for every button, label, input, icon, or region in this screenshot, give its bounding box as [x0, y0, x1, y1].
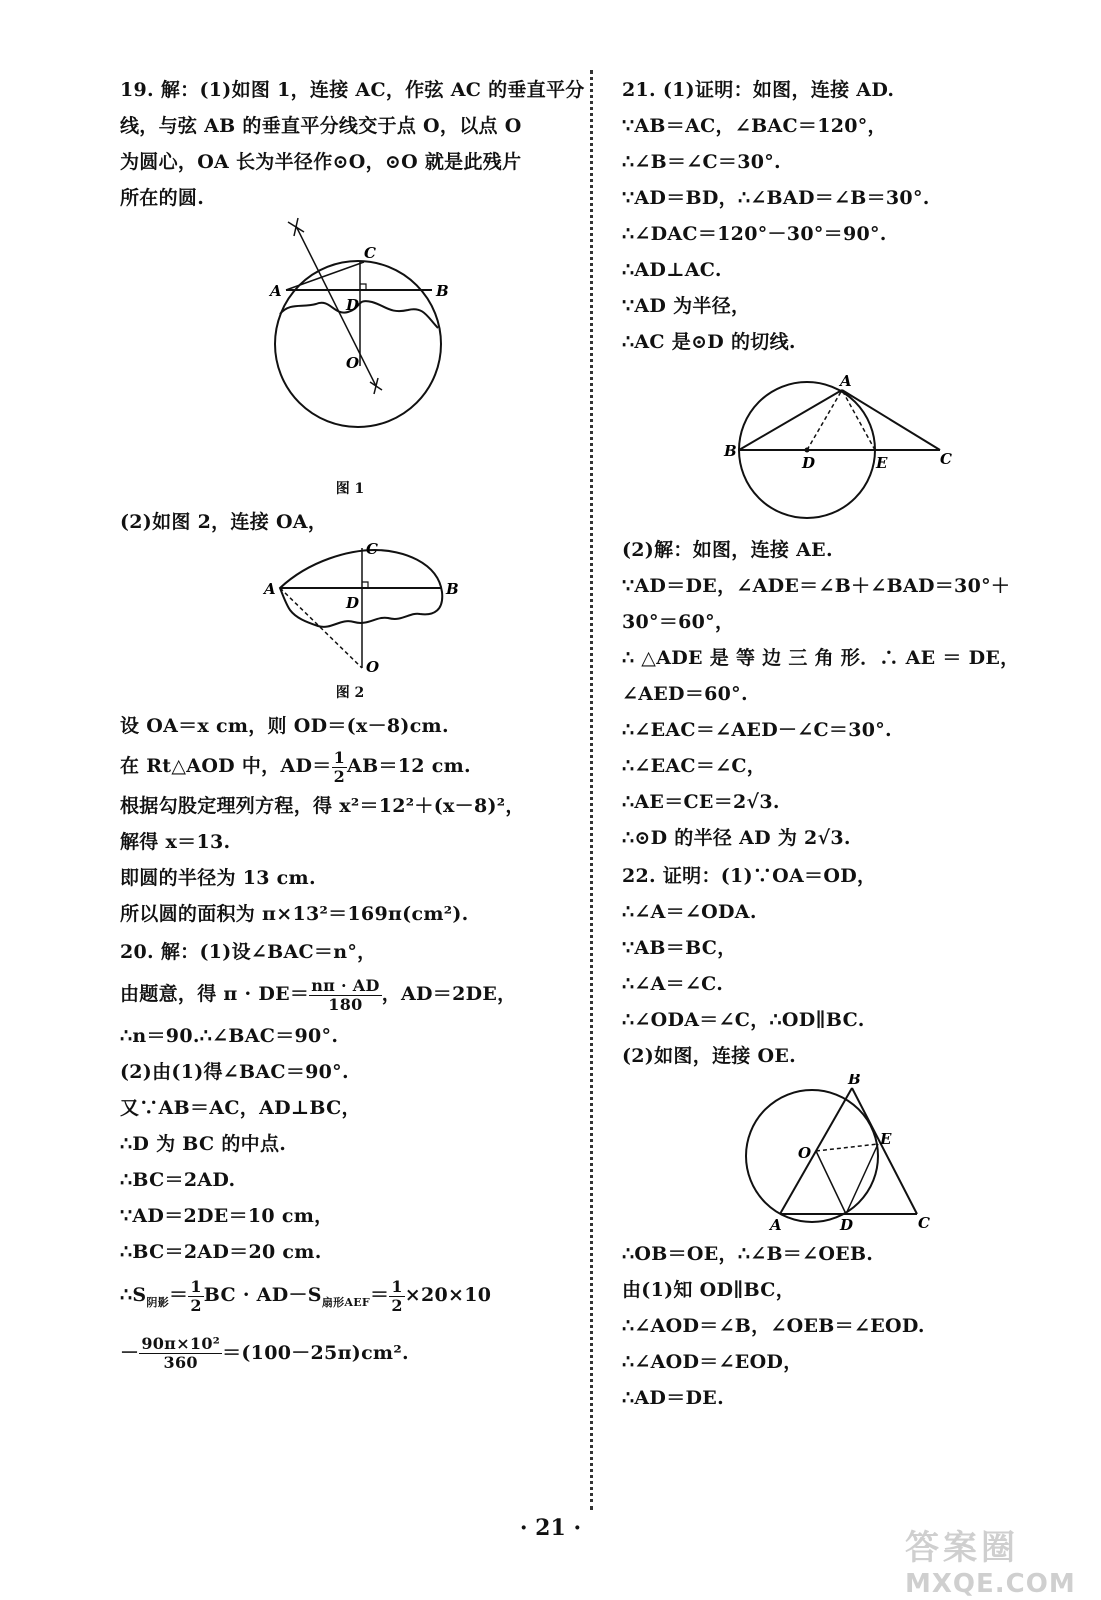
text-line: ∴∠EAC＝∠C， [622, 755, 767, 777]
label-c: C [364, 244, 376, 262]
text-line: ∴⊙D 的半径 AD 为 2√3. [622, 827, 851, 849]
text-line: 30°＝60°， [622, 611, 735, 633]
figure-2-caption: 图 2 [335, 685, 365, 701]
page-number: · 21 · [519, 1515, 582, 1541]
text-line: ∴∠AOD＝∠EOD， [622, 1351, 803, 1373]
text-line: ∴∠AOD＝∠B，∠OEB＝∠EOD. [622, 1315, 925, 1337]
subscript: 阴影 [146, 1295, 170, 1309]
subscript: 扇形AEF [321, 1295, 371, 1309]
text-line: ∴AC 是⊙D 的切线. [622, 331, 796, 353]
text-line: ∴∠EAC＝∠AED－∠C＝30°. [622, 719, 892, 741]
label-a: A [770, 1216, 782, 1234]
numerator: 1 [333, 747, 346, 767]
segment-bc [852, 1088, 917, 1214]
text-line [120, 970, 580, 1018]
text-line: ∵AD 为半径， [622, 295, 751, 317]
text-line: 22. 证明：(1)∵OA＝OD， [622, 865, 877, 887]
question-22 [622, 858, 1067, 1074]
label-a: A [840, 372, 852, 390]
text-segment: BC · AD－S [203, 1284, 322, 1306]
text-line: ∵AB＝BC， [622, 937, 737, 959]
circle [275, 261, 441, 427]
watermark-url: MXQE.COM [905, 1569, 1076, 1599]
fraction-half [332, 749, 347, 786]
question-21-part-2 [622, 532, 1067, 856]
fraction [139, 1335, 222, 1372]
label-b: B [446, 580, 459, 598]
text-line: 设 OA＝x cm，则 OD＝(x－8)cm. [120, 715, 449, 737]
denominator: 360 [163, 1353, 198, 1373]
figure-4 [622, 1074, 1067, 1234]
text-line: 又∵AB＝AC，AD⊥BC， [120, 1097, 361, 1119]
text-line: (2)解：如图，连接 AE. [622, 539, 833, 561]
label-e: E [880, 1130, 892, 1148]
text-line: 为圆心，OA 长为半径作⊙O，⊙O 就是此残片 [120, 151, 522, 173]
label-e: E [876, 454, 888, 472]
text-segment: ＝ [370, 1284, 390, 1306]
text-line: ∴∠A＝∠C. [622, 973, 724, 995]
denominator: 180 [328, 994, 363, 1014]
label-o: O [346, 354, 360, 372]
text-line: ∴∠DAC＝120°－30°＝90°. [622, 223, 887, 245]
label-d: D [346, 296, 360, 314]
text-line [120, 1328, 580, 1378]
question-22-part-2 [622, 1236, 1067, 1416]
label-d: D [346, 594, 360, 612]
segment-ad [807, 390, 842, 450]
figure-2 [120, 540, 580, 680]
denominator: 2 [391, 1295, 403, 1315]
left-column [120, 70, 585, 1378]
text-line: ∵AB＝AC，∠BAC＝120°， [622, 115, 887, 137]
question-21-part-1 [622, 72, 1067, 360]
text-line: ∴AD⊥AC. [622, 259, 722, 281]
segment-ac [842, 390, 940, 450]
numerator: 1 [190, 1276, 202, 1296]
text-line: 解得 x＝13. [120, 831, 231, 853]
text-line: 所以圆的面积为 π×13²＝169π(cm²). [120, 903, 469, 925]
text-line: ∴D 为 BC 的中点. [120, 1133, 287, 1155]
text-line: 19. 解：(1)如图 1，连接 AC，作弦 AC 的垂直平分 [120, 79, 585, 101]
label-c: C [940, 450, 952, 468]
numerator: 90π×10² [141, 1334, 221, 1354]
label-a: A [270, 282, 282, 300]
fraction [309, 977, 381, 1014]
text-line: ∴BC＝2AD＝20 cm. [120, 1241, 322, 1263]
text-line: 线，与弦 AB 的垂直平分线交于点 O，以点 O [120, 115, 522, 137]
text-line: ∠AED＝60°. [622, 683, 748, 705]
text-segment: ∴S [120, 1284, 147, 1306]
text-line: 20. 解：(1)设∠BAC＝n°， [120, 941, 377, 963]
watermark [905, 1520, 1080, 1599]
label-b: B [436, 282, 449, 300]
column-divider [590, 70, 593, 1510]
chord-ac [286, 262, 364, 290]
figure-3 [622, 360, 1067, 530]
text-line: ∴∠A＝∠ODA. [622, 901, 757, 923]
text-segment: ，AD＝2DE， [381, 983, 517, 1005]
text-line: ∴n＝90.∴∠BAC＝90°. [120, 1025, 339, 1047]
question-19 [120, 72, 585, 216]
label-d: D [802, 454, 816, 472]
label-o: O [798, 1144, 812, 1162]
text-line: ∴BC＝2AD. [120, 1169, 236, 1191]
figure-1 [120, 216, 580, 476]
text-line: ∴OB＝OE，∴∠B＝∠OEB. [622, 1243, 874, 1265]
text-line: ∴AE＝CE＝2√3. [622, 791, 780, 813]
text-line: ∴AD＝DE. [622, 1387, 724, 1409]
text-line: ∵AD＝BD，∴∠BAD＝∠B＝30°. [622, 187, 930, 209]
question-19-part-2 [120, 708, 580, 932]
label-c: C [366, 540, 378, 558]
right-column [622, 70, 1067, 1416]
segment-od [816, 1151, 846, 1214]
text-line: ∴∠ODA＝∠C，∴OD∥BC. [622, 1009, 865, 1031]
numerator: nπ · AD [311, 975, 380, 995]
center-point [805, 448, 810, 453]
text-line: ∵AD＝2DE＝10 cm， [120, 1205, 334, 1227]
text-line [120, 744, 580, 788]
fraction-half [389, 1278, 404, 1315]
text-line: 即圆的半径为 13 cm. [120, 867, 316, 889]
text-segment: AB＝12 cm. [347, 755, 471, 777]
text-line: 所在的圆. [120, 187, 205, 209]
text-line: ∵AD＝DE，∠ADE＝∠B＋∠BAD＝30°＋ [622, 575, 1011, 597]
question-20 [120, 934, 580, 1378]
text-line: ∴ △ADE 是 等 边 三 角 形．∴ AE ＝ DE， [622, 647, 1020, 669]
text-line: 根据勾股定理列方程，得 x²＝12²＋(x－8)²， [120, 795, 525, 817]
label-b: B [724, 442, 737, 460]
arc-mark-top [288, 218, 304, 236]
segment-oe [816, 1144, 878, 1151]
fraction-half [188, 1278, 203, 1315]
denominator: 2 [190, 1295, 202, 1315]
text-line: 由(1)知 OD∥BC， [622, 1279, 796, 1301]
arc-mark-bottom [370, 378, 382, 394]
text-line: (2)如图，连接 OE. [622, 1045, 797, 1067]
watermark-mark: 答案圈 [905, 1528, 1019, 1568]
label-c: C [918, 1214, 930, 1232]
text-segment: 由题意，得 π · DE＝ [120, 983, 310, 1005]
label-o: O [366, 658, 380, 676]
label-b: B [848, 1074, 861, 1088]
text-line [120, 1270, 580, 1328]
text-segment: － [120, 1341, 140, 1364]
figure-1-caption: 图 1 [335, 481, 365, 497]
text-segment: ×20×10 [404, 1284, 492, 1306]
text-line: 21. (1)证明：如图，连接 AD. [622, 79, 895, 101]
text-segment: ＝(100－25π)cm². [222, 1341, 409, 1364]
numerator: 1 [391, 1276, 403, 1296]
text-segment: ＝ [169, 1284, 189, 1306]
segment-ab [739, 390, 842, 450]
label-a: A [264, 580, 276, 598]
denominator: 2 [333, 766, 346, 786]
text-line: (2)由(1)得∠BAC＝90°. [120, 1061, 349, 1083]
text-line: (2)如图 2，连接 OA， [120, 511, 328, 533]
text-line: ∴∠B＝∠C＝30°. [622, 151, 781, 173]
label-d: D [840, 1216, 854, 1234]
text-segment: 在 Rt△AOD 中，AD＝ [120, 755, 332, 777]
